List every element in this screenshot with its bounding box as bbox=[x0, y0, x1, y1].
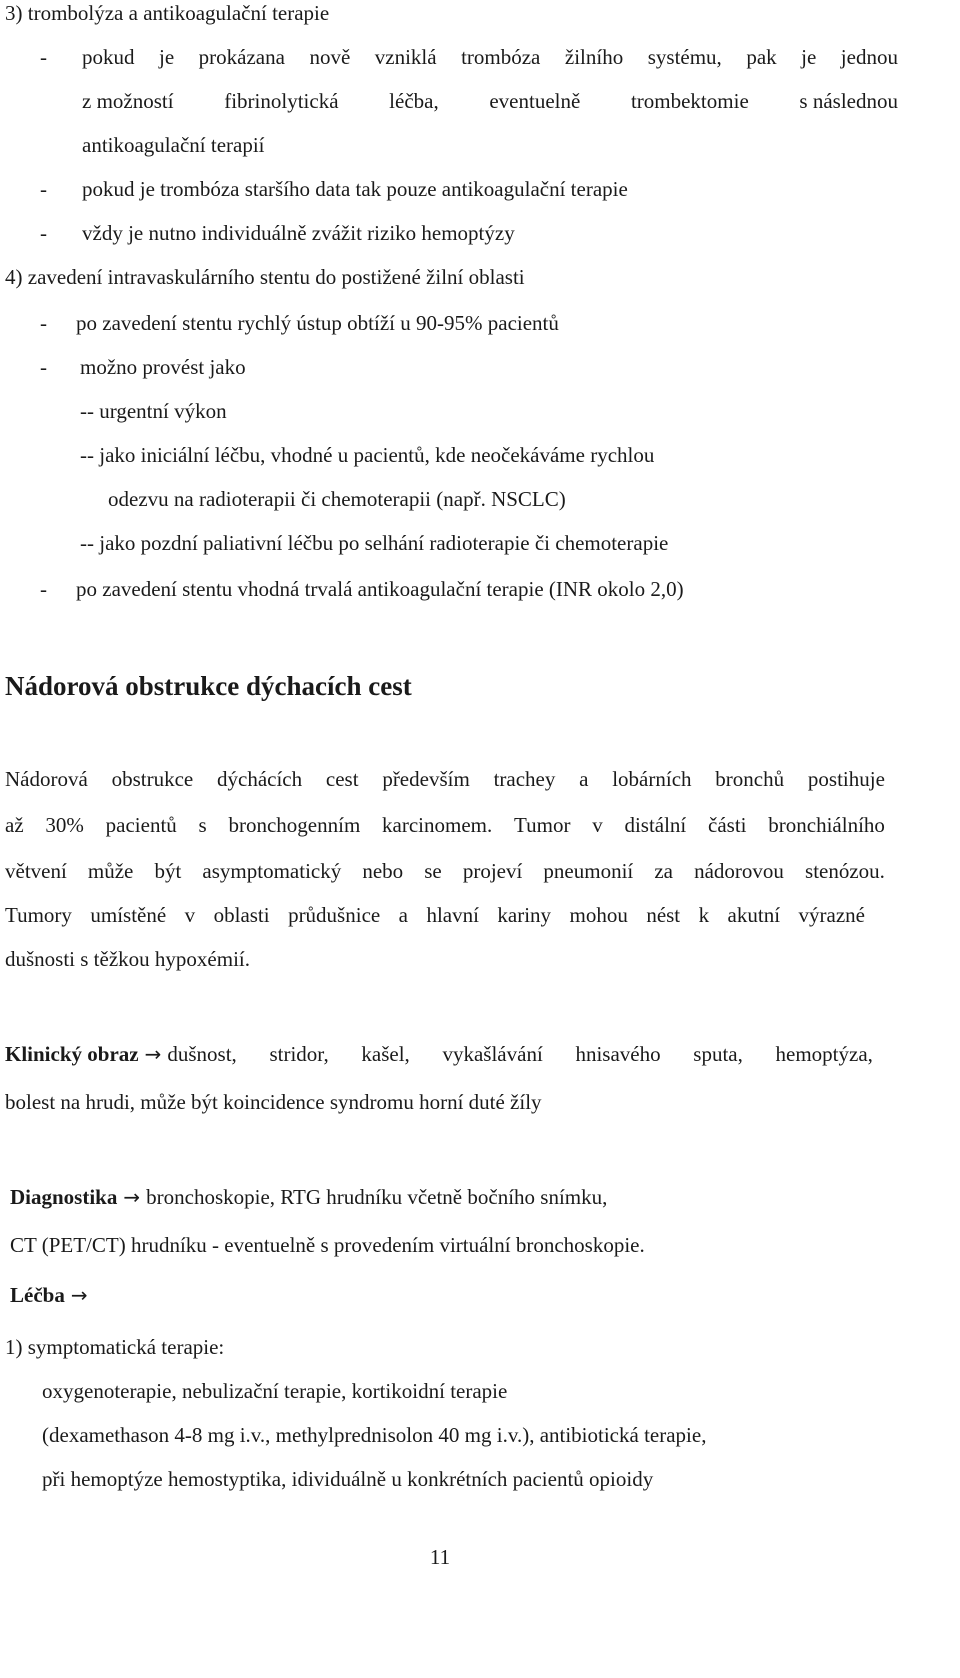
word: z možností bbox=[82, 89, 174, 113]
treatment-heading bbox=[10, 1282, 94, 1308]
word: je bbox=[159, 45, 175, 69]
section-4-sub-2-line-2: odezvu na radioterapii či chemoterapii (např. NSCLC) bbox=[108, 487, 566, 511]
section-4-bullet-2: možno provést jako bbox=[80, 355, 246, 379]
dash-marker: - bbox=[40, 311, 47, 335]
word: bronchogenním bbox=[228, 813, 361, 837]
section-4-heading: 4) zavedení intravaskulárního stentu do postižené žilní oblasti bbox=[5, 265, 525, 289]
clinical-label-group bbox=[5, 1041, 237, 1067]
word: trombektomie bbox=[630, 89, 749, 113]
word: trombóza bbox=[461, 45, 541, 69]
treatment-line-2: oxygenoterapie, nebulizační terapie, kortikoidní terapie bbox=[42, 1379, 508, 1403]
section-3-bullet-1-line-2 bbox=[82, 88, 898, 114]
word: hlavní bbox=[426, 903, 479, 927]
word: v bbox=[592, 813, 603, 837]
word: mohou bbox=[569, 903, 628, 927]
word: asymptomatický bbox=[202, 859, 342, 883]
word: pak bbox=[746, 45, 777, 69]
clinical-label: Klinický obraz bbox=[5, 1042, 139, 1066]
section-3-bullet-1-line-3: antikoagulační terapií bbox=[82, 133, 265, 157]
word: trachey bbox=[493, 767, 556, 791]
word: cest bbox=[325, 767, 359, 791]
word: pokud bbox=[82, 45, 135, 69]
clinical-line-1 bbox=[5, 1041, 873, 1067]
word: jednou bbox=[840, 45, 898, 69]
section-4-sub-1: -- urgentní výkon bbox=[80, 399, 227, 423]
word: větvení bbox=[5, 859, 67, 883]
word: bronchů bbox=[715, 767, 785, 791]
word: fibrinolytická bbox=[224, 89, 339, 113]
word: nést bbox=[646, 903, 681, 927]
word: vzniklá bbox=[374, 45, 437, 69]
diagnostics-text: bronchoskopie, RTG hrudníku včetně bočního snímku, bbox=[146, 1185, 608, 1209]
right-arrow-icon: → bbox=[70, 1283, 88, 1307]
word: a bbox=[398, 903, 408, 927]
word: léčba, bbox=[389, 89, 439, 113]
word: lobárních bbox=[612, 767, 692, 791]
word: stridor, bbox=[269, 1042, 329, 1066]
paragraph-line bbox=[5, 902, 865, 928]
word: oblasti bbox=[213, 903, 270, 927]
page-number: 11 bbox=[429, 1545, 451, 1569]
word: především bbox=[382, 767, 470, 791]
diagnostics-line-1 bbox=[10, 1184, 607, 1210]
right-arrow-icon: → bbox=[144, 1042, 162, 1066]
paragraph-last-line: dušnosti s těžkou hypoxémií. bbox=[5, 947, 250, 971]
word: až bbox=[5, 813, 24, 837]
word: sputa, bbox=[693, 1042, 743, 1066]
word: obstrukce bbox=[111, 767, 194, 791]
section-3-bullet-1-line-1 bbox=[82, 44, 898, 70]
word: části bbox=[708, 813, 747, 837]
paragraph-line bbox=[5, 766, 885, 792]
dash-marker: - bbox=[40, 177, 47, 201]
word: pneumonií bbox=[543, 859, 634, 883]
diagnostics-line-2: CT (PET/CT) hrudníku - eventuelně s provedením virtuální bronchoskopie. bbox=[10, 1233, 645, 1257]
word: a bbox=[579, 767, 589, 791]
word: Tumor bbox=[514, 813, 571, 837]
dash-marker: - bbox=[40, 577, 47, 601]
word: bronchiálního bbox=[768, 813, 885, 837]
treatment-label: Léčba bbox=[10, 1283, 65, 1307]
word: dýchácích bbox=[217, 767, 303, 791]
word: vykašlávání bbox=[442, 1042, 543, 1066]
word: postihuje bbox=[807, 767, 885, 791]
word: výrazné bbox=[798, 903, 865, 927]
paragraph-line bbox=[5, 812, 885, 838]
paragraph-line bbox=[5, 858, 885, 884]
word: nádorovou bbox=[694, 859, 784, 883]
dash-marker: - bbox=[40, 355, 47, 379]
dash-marker: - bbox=[40, 45, 47, 69]
section-title: Nádorová obstrukce dýchacích cest bbox=[5, 671, 412, 701]
dash-marker: - bbox=[40, 221, 47, 245]
word: dušnost, bbox=[167, 1042, 237, 1066]
word: distální bbox=[624, 813, 687, 837]
word: nebo bbox=[362, 859, 404, 883]
word: hnisavého bbox=[575, 1042, 661, 1066]
word: hemoptýza, bbox=[775, 1042, 873, 1066]
word: nově bbox=[309, 45, 351, 69]
section-4-bullet-1: po zavedení stentu rychlý ústup obtíží u 90-95% pacientů bbox=[76, 311, 559, 335]
word: k bbox=[698, 903, 710, 927]
word: průdušnice bbox=[288, 903, 381, 927]
word: s následnou bbox=[799, 89, 898, 113]
section-4-bullet-3: po zavedení stentu vhodná trvalá antikoagulační terapie (INR okolo 2,0) bbox=[76, 577, 684, 601]
word: se bbox=[424, 859, 442, 883]
diagnostics-label: Diagnostika bbox=[10, 1185, 118, 1209]
word: karcinomem. bbox=[382, 813, 493, 837]
word: může bbox=[87, 859, 134, 883]
word: s bbox=[198, 813, 207, 837]
treatment-line-4: při hemoptýze hemostyptika, idividuálně u konkrétních pacientů opioidy bbox=[42, 1467, 654, 1491]
word: v bbox=[184, 903, 196, 927]
treatment-item-1: 1) symptomatická terapie: bbox=[5, 1335, 225, 1359]
section-3-bullet-2: pokud je trombóza staršího data tak pouze antikoagulační terapie bbox=[82, 177, 628, 201]
treatment-line-3: (dexamethason 4-8 mg i.v., methylprednisolon 40 mg i.v.), antibiotická terapie, bbox=[42, 1423, 707, 1447]
word: projeví bbox=[462, 859, 523, 883]
word: eventuelně bbox=[489, 89, 581, 113]
word: být bbox=[154, 859, 182, 883]
word: kašel, bbox=[361, 1042, 410, 1066]
right-arrow-icon: → bbox=[123, 1185, 141, 1209]
word: systému, bbox=[647, 45, 722, 69]
word: Nádorová bbox=[5, 767, 88, 791]
clinical-line-2: bolest na hrudi, může být koincidence syndromu horní duté žíly bbox=[5, 1090, 542, 1114]
word: za bbox=[654, 859, 673, 883]
word: pacientů bbox=[105, 813, 177, 837]
section-3-bullet-3: vždy je nutno individuálně zvážit riziko hemoptýzy bbox=[82, 221, 515, 245]
word: umístěné bbox=[90, 903, 167, 927]
section-4-sub-2-line-1: -- jako iniciální léčbu, vhodné u pacientů, kde neočekáváme rychlou bbox=[80, 443, 655, 467]
word: akutní bbox=[727, 903, 781, 927]
section-4-sub-3: -- jako pozdní paliativní léčbu po selhání radioterapie či chemoterapie bbox=[80, 531, 669, 555]
word: kariny bbox=[497, 903, 552, 927]
word: Tumory bbox=[5, 903, 72, 927]
word: je bbox=[801, 45, 817, 69]
word: 30% bbox=[45, 813, 84, 837]
word: prokázana bbox=[198, 45, 285, 69]
word: stenózou. bbox=[805, 859, 885, 883]
word: žilního bbox=[564, 45, 624, 69]
section-3-heading: 3) trombolýza a antikoagulační terapie bbox=[5, 1, 330, 25]
